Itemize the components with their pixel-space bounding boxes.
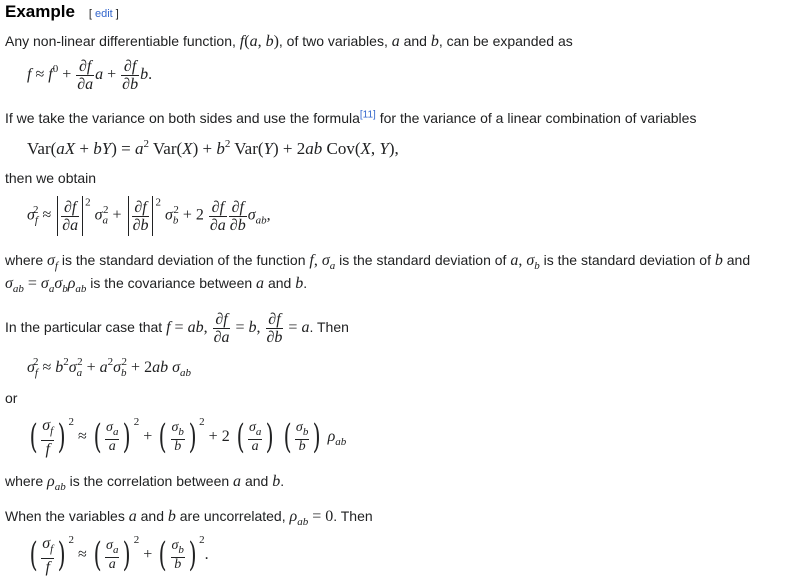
equation-uncorrelated-variance: ( $\frac{\sigma_f}{f}$ ) $^2$ ≈ ( $\frac{\sigma_a}{a}$ ) $^2$ + ( $\frac{\sigma_b}{b}$ ) $^2$.: [29, 534, 209, 576]
paragraph-intro: Any non-linear differentiable function, f(a, b), of two variables, a and b, can be expanded as: [5, 33, 573, 50]
paragraph-then: then we obtain: [5, 170, 97, 186]
equation-variance-approx: $\sigma_f^2$ ≈ $\frac{\partial f}{\partial a}$ $^2$ $\sigma_a^2$ + $\frac{\partial f}{\partial b}$ $^2$ $\sigma_b^2 + 2$ $\frac{\partial f}{\partial a}$ $\frac{\partial f}{\partial b}$ $\sigma_{ab}$,: [27, 196, 271, 236]
paragraph-definitions-2: $\sigma_{ab} = \sigma_a\sigma_b\rho_{ab}$ is the covariance between a and b.: [5, 275, 308, 295]
edit-section: [ edit ]: [88, 8, 119, 20]
paragraph-uncorrelated: When the variables a and b are uncorrelated, $\rho_{ab} = 0$. Then: [5, 508, 373, 528]
paragraph-particular-case: In the particular case that f = ab, $\frac{\partial f}{\partial a}$ = b, $\frac{\partial f}{\partial b}$ = a. Then: [5, 310, 349, 346]
equation-relative-variance: ( $\frac{\sigma_f}{f}$ ) $^2$ ≈ ( $\frac{\sigma_a}{a}$ ) $^2$ + ( $\frac{\sigma_b}{b}$ ) $^2$ + 2 ( $\frac{\sigma_a}{a}$ ) ( $\frac{\sigma_b}{b}$ ) $\rho_{ab}$: [29, 416, 347, 458]
citation-link[interactable]: [11]: [359, 109, 376, 121]
section-heading: [5, 2, 119, 22]
paragraph-correlation: where $\rho_{ab}$ is the correlation between a and b.: [5, 473, 285, 493]
edit-link[interactable]: edit: [94, 8, 113, 20]
section-title: Example: [5, 2, 75, 21]
equation-variance-linear-combination: $Var(aX + bY) = a^2$ $Var(X) + b^2$ Var(Y) + 2ab Cov(X, Y),: [27, 138, 399, 158]
paragraph-variance-formula: If we take the variance on both sides and use the formula[11] for the variance of a linear combination of variables: [5, 109, 697, 126]
equation-taylor-expansion: $f \approx f^0$ + $\frac{\partial f}{\partial a}$ a + $\frac{\partial f}{\partial b}$ b.: [27, 58, 153, 93]
equation-product-variance: $\sigma_f^2 \approx b^2\sigma_a^2 + a^2\sigma_b^2 + 2ab$ $\sigma_{ab}$: [27, 356, 191, 379]
paragraph-or: or: [5, 390, 18, 406]
math-inline: f(a, b): [239, 33, 279, 50]
paragraph-definitions-1: where $\sigma_f$ is the standard deviation of the function f, $\sigma_a$ is the standard deviation of a, $\sigma_b$ is the standard deviation of b and: [5, 252, 751, 272]
